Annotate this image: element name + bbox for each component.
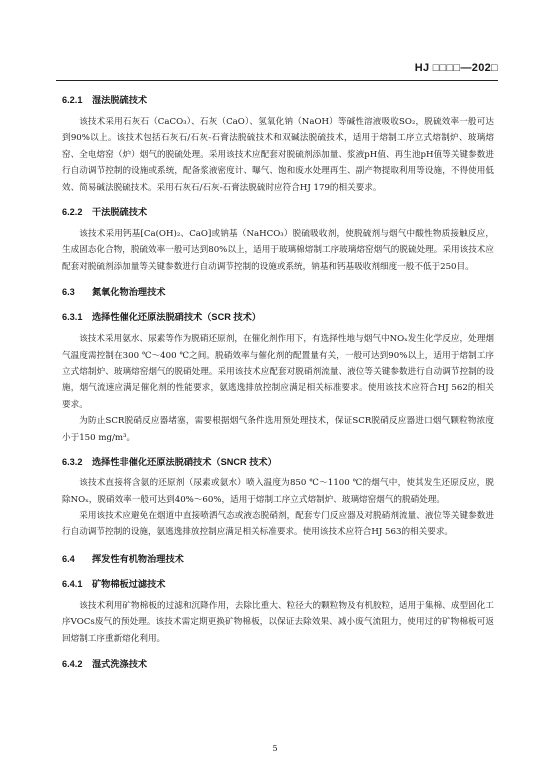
section-number: 6.4.1 [62,578,83,589]
section-number: 6.2.1 [62,95,83,105]
section-s64 [62,551,494,565]
section-number: 6.3.2 [62,457,83,468]
body-paragraph: 该技术利用矿物棉板的过滤和沉降作用，去除比重大、粒径大的颗粒物及有机胶粒，适用于集棉、成型固化工序VOCs废气的预处理。该技术需定期更换矿物棉板，以保证去除效果、减小废气流阻力，使用过的矿物棉板可返回熔制工序重新熔化利用。 [62,600,494,644]
section-title: 矿物棉板过滤技术 [92,578,166,589]
section-s641 [62,576,494,647]
section-title: 湿式洗涤技术 [92,658,148,669]
section-title: 选择性非催化还原法脱硝技术（SNCR 技术） [92,457,277,468]
body-paragraph: 该技术直接将含氨的还原剂（尿素或氨水）喷入温度为850 ℃～1100 ℃的烟气中，使其发生还原反应，脱除NOₓ，脱硝效率一般可达到40%～60%，适用于熔制工序立式熔制炉、玻璃熔窑烟气的脱硝处理。 [62,478,494,505]
body-paragraph: 采用该技术应避免在烟道中直接喷洒气态或液态脱硝剂，配套专门反应器及对脱硝剂流量、液位等关键参数进行自动调节控制的设施，氨逃逸排放控制应满足相关标准要求。使用该技术应符合HJ 563的相关要求。 [62,510,494,538]
section-s622 [62,204,494,275]
section-heading [62,454,494,468]
section-heading [62,92,494,106]
section-title: 挥发性有机物治理技术 [92,553,184,564]
standard-code: HJ □□□□—202□ [414,62,498,74]
section-number: 6.4 [62,553,75,564]
section-s642 [62,656,494,670]
page-number: 5 [272,744,278,753]
body-paragraph: 该技术采用氨水、尿素等作为脱硝还原剂，在催化剂作用下，有选择性地与烟气中NOₓ发生化学反应，处理烟气温度需控制在300 ℃～400 ℃之间。脱硝效率与催化剂的配置量有关，一般可达到90%以上，适用于熔制工序立式熔制炉、玻璃熔窑烟气的脱硝处理。采用该技术应配套对脱硝剂流量、液位等关键参数进行自动调节控制的设施，烟气流速应满足催化剂的性能要求，氨逃逸排放控制应满足相关标准要求。使用该技术应符合HJ 562的相关要求。 [62,334,494,410]
section-title: 湿法脱硫技术 [92,95,148,105]
section-number: 6.3.1 [62,312,83,323]
section-number: 6.4.2 [62,658,83,669]
section-title: 选择性催化还原法脱硝技术（SCR 技术） [92,312,261,323]
section-s63 [62,284,494,298]
section-title: 干法脱硫技术 [92,207,148,218]
body-paragraph: 该技术采用钙基[Ca(OH)₂、CaO]或钠基（NaHCO₃）脱硫吸收剂，使脱硫剂与烟气中酸性物质接触反应，生成固态化合物，脱硫效率一般可达到80%以上，适用于玻璃棉熔制工序玻璃熔窑烟气的脱硫处理。采用该技术应配套对脱硫剂添加量等关键参数进行自动调节控制的设施或系统，钠基和钙基吸收剂细度一般不低于250目。 [62,229,494,272]
section-heading [62,309,494,323]
section-heading [62,204,494,218]
section-s631 [62,309,494,446]
body-paragraph: 该技术采用石灰石（CaCO₃）、石灰（CaO）、氢氧化钠（NaOH）等碱性溶液吸收SO₂，脱硫效率一般可达到90%以上。该技术包括石灰石/石灰-石膏法脱硫技术和双碱法脱硫技术，适用于熔制工序立式熔制炉、玻璃熔窑、全电熔窑（炉）烟气的脱硫处理。采用该技术应配套对脱硫剂添加量、浆液pH值、再生池pH值等关键参数进行自动调节控制的设施或系统，配备浆液密度计、曝气、饱和废水处理再生、副产物提取利用等设施，不得使用低效、简易碱法脱硫技术。采用石灰石/石灰-石膏法脱硫时应符合HJ 179的相关要求。 [62,117,494,193]
section-number: 6.3 [62,287,75,298]
body-paragraph: 为防止SCR脱硝反应器堵塞，需要根据烟气条件选用预处理技术，保证SCR脱硝反应器进口烟气颗粒物浓度小于150 mg/m³。 [62,416,494,443]
section-heading [62,551,494,565]
section-number: 6.2.2 [62,207,83,218]
page-content [62,92,494,670]
section-heading [62,576,494,590]
section-heading [62,284,494,298]
header-rule [56,80,498,81]
section-s632 [62,454,494,541]
section-title: 氮氧化物治理技术 [92,287,166,298]
section-heading [62,656,494,670]
section-s621 [62,92,494,196]
